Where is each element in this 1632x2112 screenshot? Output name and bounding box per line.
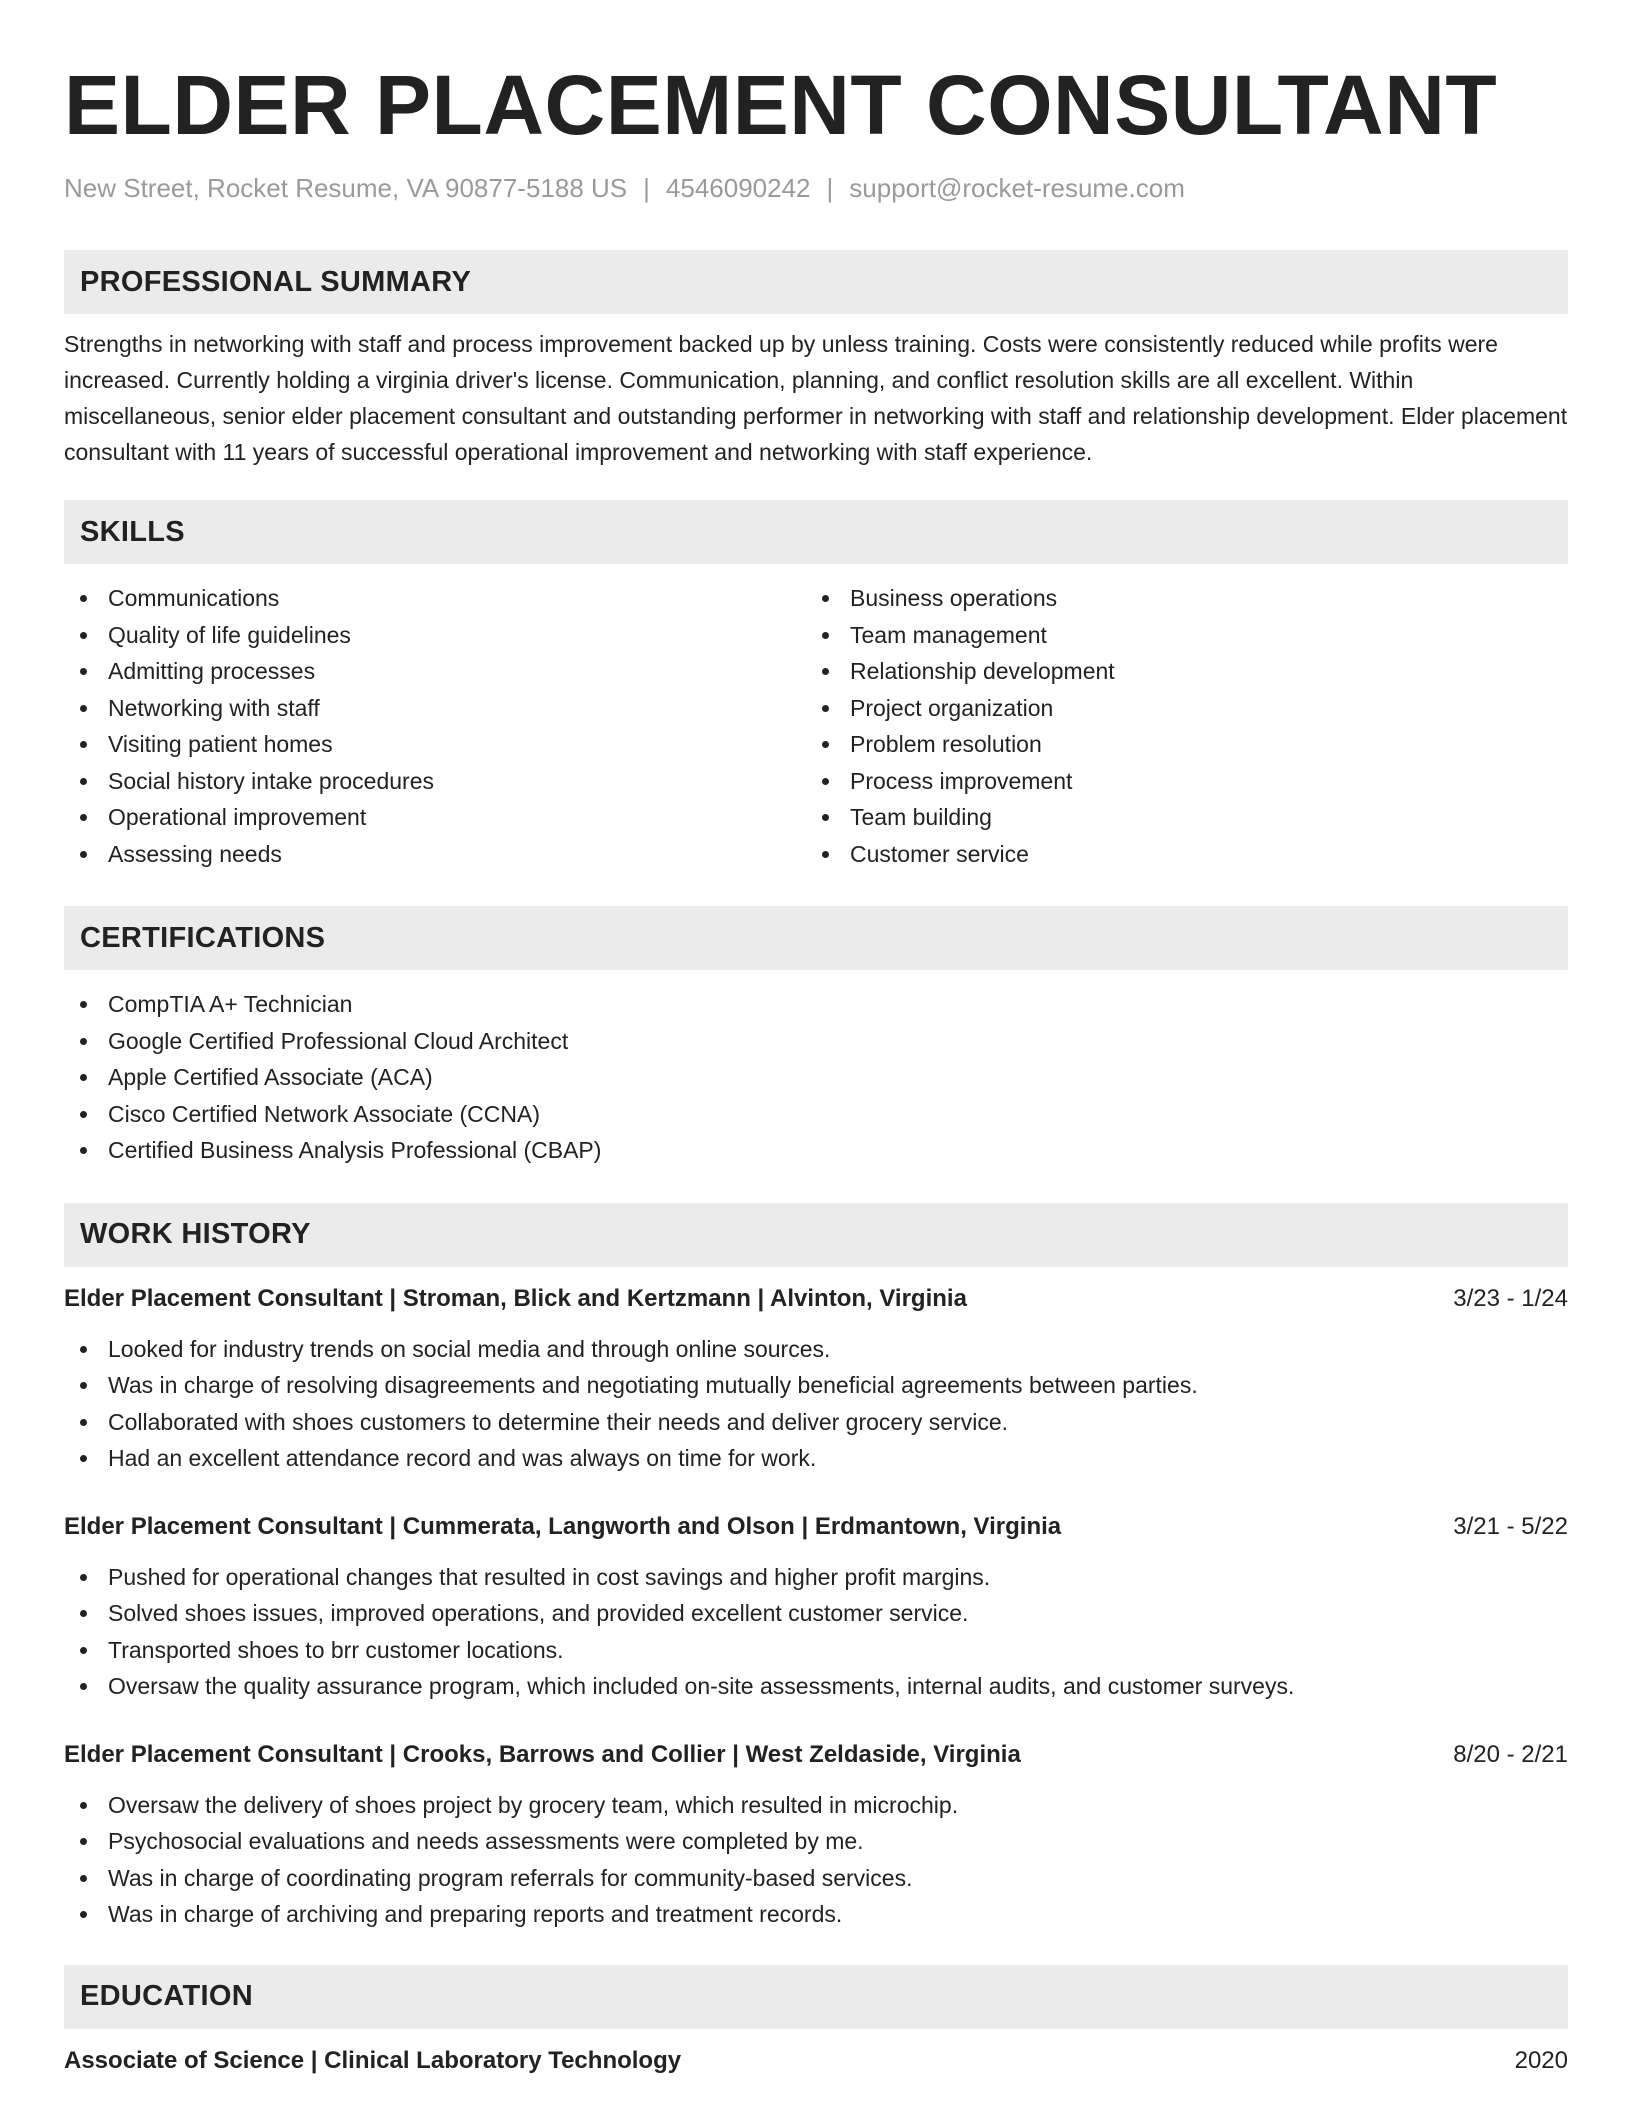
summary-text: Strengths in networking with staff and process improvement backed up by unless training. Costs were consistently reduced while profits were increased. Currently holding a virginia driver's license. Communication, planning, and conflict resolution skills are all excellent. Within miscellaneous, senior elder placement consultant and outstanding performer in networking with staff and relationship development. Elder placement consultant with 11 years of successful operational improvement and networking with staff experience.: [64, 331, 1568, 465]
job-dates: 3/23 - 1/24: [1453, 1284, 1568, 1312]
job-title: Elder Placement Consultant | Crooks, Barrows and Collier | West Zeldaside, Virginia: [64, 1740, 1021, 1768]
job-bullet: Solved shoes issues, improved operations, and provided excellent customer service.: [64, 1595, 1568, 1632]
job-bullet: Pushed for operational changes that resulted in cost savings and higher profit margins.: [64, 1559, 1568, 1596]
certification-item: Google Certified Professional Cloud Architect: [64, 1023, 1568, 1060]
certification-item: CompTIA A+ Technician: [64, 986, 1568, 1023]
job-bullet: Transported shoes to brr customer locations.: [64, 1632, 1568, 1669]
education-year: 2020: [1514, 2046, 1568, 2074]
skill-item: Visiting patient homes: [64, 726, 806, 763]
certification-item: Apple Certified Associate (ACA): [64, 1059, 1568, 1096]
certification-item: Cisco Certified Network Associate (CCNA): [64, 1096, 1568, 1133]
job-entry: [64, 1511, 1568, 1705]
contact-phone: 4546090242: [665, 173, 811, 203]
skills-column-left: [64, 580, 806, 872]
job-bullet: Had an excellent attendance record and was always on time for work.: [64, 1440, 1568, 1477]
job-entry: [64, 1283, 1568, 1477]
skill-item: Team building: [806, 799, 1548, 836]
job-bullet-list: [64, 1559, 1568, 1705]
certifications-list: [64, 986, 1568, 1169]
job-bullet: Oversaw the quality assurance program, which included on-site assessments, internal audits, and customer surveys.: [64, 1668, 1568, 1705]
skill-item: Operational improvement: [64, 799, 806, 836]
skills-list-right: [806, 580, 1548, 872]
job-bullet: Was in charge of archiving and preparing reports and treatment records.: [64, 1896, 1568, 1933]
section-header-certifications: CERTIFICATIONS: [64, 906, 1568, 970]
job-dates: 8/20 - 2/21: [1453, 1740, 1568, 1768]
resume-name: ELDER PLACEMENT CONSULTANT: [64, 58, 1498, 152]
skill-item: Admitting processes: [64, 653, 806, 690]
section-header-education: EDUCATION: [64, 1965, 1568, 2029]
skill-item: Social history intake procedures: [64, 763, 806, 800]
job-bullet: Looked for industry trends on social media and through online sources.: [64, 1331, 1568, 1368]
contact-line: [64, 172, 1568, 204]
job-bullet: Was in charge of resolving disagreements and negotiating mutually beneficial agreements between parties.: [64, 1367, 1568, 1404]
contact-separator: |: [643, 173, 650, 203]
contact-address: New Street, Rocket Resume, VA 90877-5188 US: [64, 173, 628, 203]
contact-separator: |: [826, 173, 834, 203]
skill-item: Assessing needs: [64, 836, 806, 873]
section-header-work-history: WORK HISTORY: [64, 1203, 1568, 1267]
skill-item: Business operations: [806, 580, 1548, 617]
skills-grid: [64, 580, 1568, 872]
skill-item: Communications: [64, 580, 806, 617]
section-header-skills: SKILLS: [64, 500, 1568, 564]
skill-item: Relationship development: [806, 653, 1548, 690]
job-bullet-list: [64, 1787, 1568, 1933]
skill-item: Project organization: [806, 690, 1548, 727]
contact-email: support@rocket-resume.com: [849, 173, 1185, 203]
job-bullet: Was in charge of coordinating program referrals for community-based services.: [64, 1860, 1568, 1897]
job-dates: 3/21 - 5/22: [1453, 1512, 1568, 1540]
job-bullet: Psychosocial evaluations and needs assessments were completed by me.: [64, 1823, 1568, 1860]
education-entry: [64, 2045, 1568, 2077]
job-title-row: [64, 1739, 1568, 1771]
skill-item: Problem resolution: [806, 726, 1548, 763]
skill-item: Process improvement: [806, 763, 1548, 800]
job-title-row: [64, 1283, 1568, 1315]
work-history-list: [64, 1283, 1568, 1933]
job-bullet: Oversaw the delivery of shoes project by grocery team, which resulted in microchip.: [64, 1787, 1568, 1824]
section-header-summary: PROFESSIONAL SUMMARY: [64, 250, 1568, 314]
skills-column-right: [806, 580, 1548, 872]
job-entry: [64, 1739, 1568, 1933]
skill-item: Networking with staff: [64, 690, 806, 727]
job-title: Elder Placement Consultant | Cummerata, Langworth and Olson | Erdmantown, Virginia: [64, 1512, 1062, 1540]
job-title-row: [64, 1511, 1568, 1543]
skills-list-left: [64, 580, 806, 872]
skill-item: Customer service: [806, 836, 1548, 873]
certification-item: Certified Business Analysis Professional (CBAP): [64, 1132, 1568, 1169]
skill-item: Quality of life guidelines: [64, 617, 806, 654]
education-degree: Associate of Science | Clinical Laboratory Technology: [64, 2046, 682, 2074]
skill-item: Team management: [806, 617, 1548, 654]
job-title: Elder Placement Consultant | Stroman, Blick and Kertzmann | Alvinton, Virginia: [64, 1284, 967, 1312]
job-bullet: Collaborated with shoes customers to determine their needs and deliver grocery service.: [64, 1404, 1568, 1441]
resume-page: [64, 58, 1568, 2077]
job-bullet-list: [64, 1331, 1568, 1477]
